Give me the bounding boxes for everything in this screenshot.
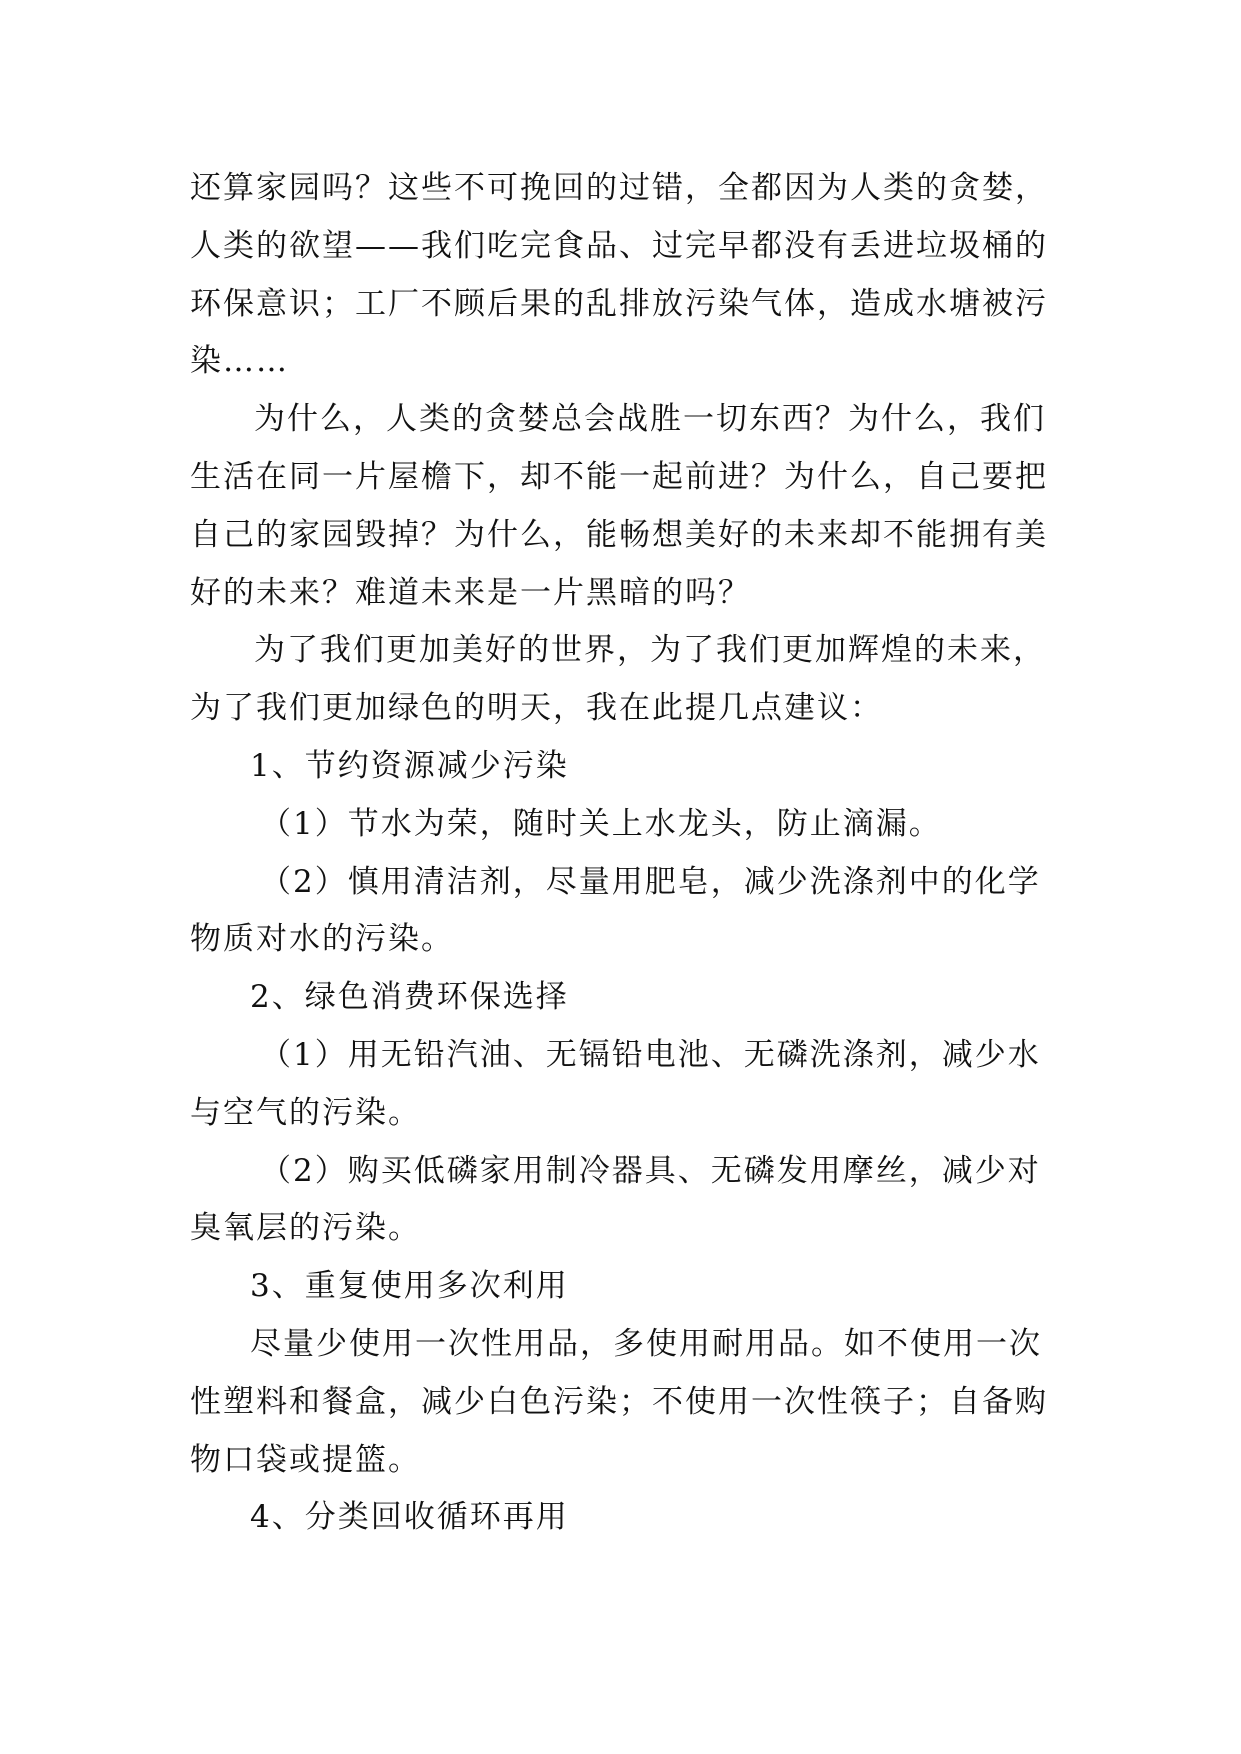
paragraph-proposal-intro: 为了我们更加美好的世界，为了我们更加辉煌的未来，为了我们更加绿色的明天，我在此提几点建议： bbox=[190, 632, 1046, 727]
heading-item-2: 2、绿色消费环保选择 bbox=[250, 979, 569, 1016]
item-3-body: 尽量少使用一次性用品，多使用耐用品。如不使用一次性塑料和餐盒，减少白色污染；不使用一次性筷子；自备购物口袋或提篮。 bbox=[190, 1325, 1048, 1478]
subitem-1-2: （2）慎用清洁剂，尽量用肥皂，减少洗涤剂中的化学物质对水的污染。 bbox=[190, 863, 1041, 958]
subitem-1-1: （1）节水为荣，随时关上水龙头，防止滴漏。 bbox=[260, 805, 942, 842]
heading-item-4: 4、分类回收循环再用 bbox=[250, 1499, 569, 1536]
document-body bbox=[190, 160, 1050, 1547]
subitem-2-2: （2）购买低磷家用制冷器具、无磷发用摩丝，减少对臭氧层的污染。 bbox=[190, 1152, 1041, 1247]
paragraph-questions: 为什么，人类的贪婪总会战胜一切东西？为什么，我们生活在同一片屋檐下，却不能一起前进？为什么，自己要把自己的家园毁掉？为什么，能畅想美好的未来却不能拥有美好的未来？难道未来是一片黑暗的吗？ bbox=[190, 401, 1048, 611]
heading-item-1: 1、节约资源减少污染 bbox=[250, 747, 569, 784]
heading-item-3: 3、重复使用多次利用 bbox=[250, 1268, 569, 1305]
subitem-2-1: （1）用无铅汽油、无镉铅电池、无磷洗涤剂，减少水与空气的污染。 bbox=[190, 1036, 1041, 1131]
paragraph-continued-text: 还算家园吗？这些不可挽回的过错，全都因为人类的贪婪，人类的欲望——我们吃完食品、过完早都没有丢进垃圾桶的环保意识；工厂不顾后果的乱排放污染气体，造成水塘被污染…… bbox=[190, 170, 1048, 380]
